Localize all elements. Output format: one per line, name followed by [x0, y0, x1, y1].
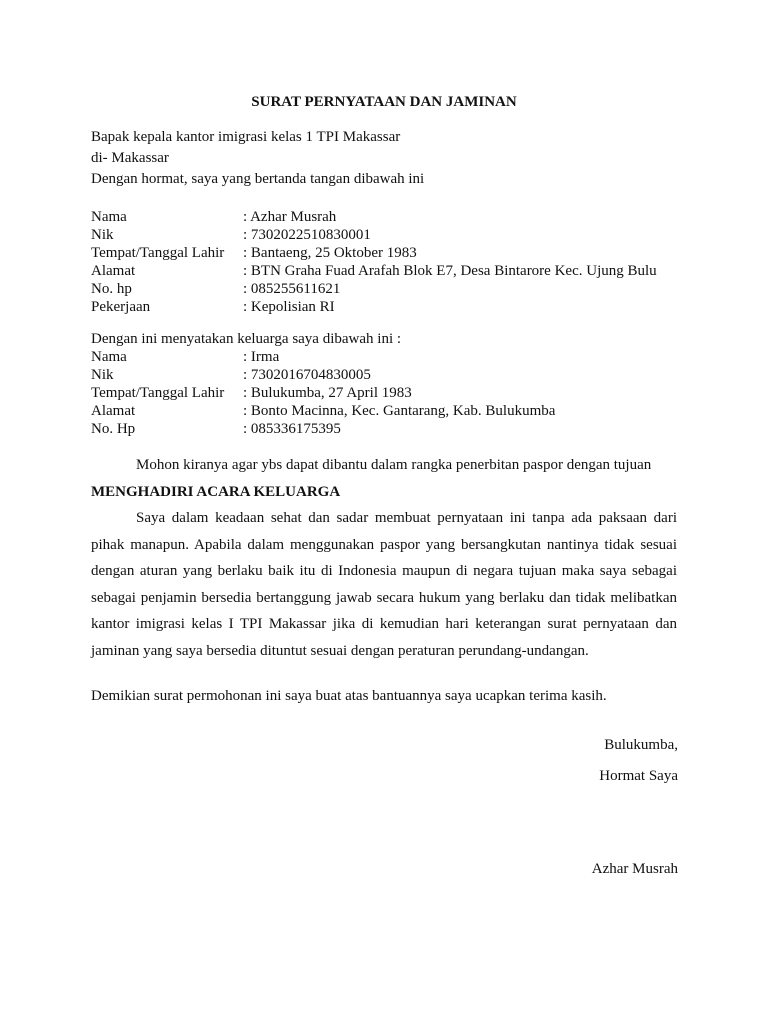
purpose-text: Mohon kiranya agar ybs dapat dibantu dalam rangka penerbitan paspor dengan tujuan — [136, 457, 652, 473]
family-row-nik — [91, 366, 555, 384]
document-title: SURAT PERNYATAAN DAN JAMINAN — [251, 94, 517, 110]
field-label: Alamat — [91, 263, 136, 279]
statement-paragraph: Saya dalam keadaan sehat dan sadar membuat pernyataan ini tanpa ada paksaan dari pihak manapun. Apabila dalam menggunakan paspor yang bersangkutan nantinya tidak sesuai dengan aturan yang berlaku baik itu di Indonesia maupun di negara tujuan maka saya sebagai sebagai penjamin bersedia bertanggung jawab secara hukum yang berlaku dan tidak melibatkan kantor imigrasi kelas I TPI Makassar jika di kemudian hari keterangan surat pernyataan dan jaminan yang saya bersedia dituntut sesuai dengan peraturan perundang-undangan. — [91, 510, 677, 659]
family-details — [91, 330, 555, 438]
family-row-name — [91, 348, 555, 366]
greeting: Dengan hormat, saya yang bertanda tangan dibawah ini — [91, 171, 425, 187]
family-row-phone — [91, 420, 555, 438]
field-value: : Kepolisian RI — [243, 299, 335, 315]
family-row-address — [91, 402, 555, 420]
family-intro: Dengan ini menyatakan keluarga saya dibawah ini : — [91, 331, 402, 347]
field-value: : 7302022510830001 — [243, 227, 371, 243]
recipient-line-1: Bapak kepala kantor imigrasi kelas 1 TPI Makassar — [91, 129, 401, 145]
field-label: Nama — [91, 349, 127, 365]
applicant-row-nik — [91, 226, 657, 244]
field-value: : Bantaeng, 25 Oktober 1983 — [243, 245, 417, 261]
field-value: : 085336175395 — [243, 421, 341, 437]
signatory-name: Azhar Musrah — [591, 861, 678, 877]
applicant-row-birth — [91, 244, 657, 262]
field-label: Pekerjaan — [91, 299, 151, 315]
applicant-row-name — [91, 208, 657, 226]
field-label: Nik — [91, 227, 114, 243]
field-value: : 085255611621 — [243, 281, 341, 297]
family-row-birth — [91, 384, 555, 402]
applicant-row-address — [91, 262, 657, 280]
recipient-block — [91, 127, 424, 190]
field-value: : Bulukumba, 27 April 1983 — [243, 385, 412, 401]
signature-place: Bulukumba, — [604, 737, 678, 753]
closing-sentence: Demikian surat permohonan ini saya buat atas bantuannya saya ucapkan terima kasih. — [91, 688, 607, 704]
applicant-row-occupation — [91, 298, 657, 316]
applicant-row-phone — [91, 280, 657, 298]
purpose-heading: MENGHADIRI ACARA KELUARGA — [91, 484, 341, 500]
field-value: : Irma — [243, 349, 280, 365]
field-label: Alamat — [91, 403, 136, 419]
recipient-line-2: di- Makassar — [91, 150, 169, 166]
field-value: : Azhar Musrah — [243, 209, 337, 225]
field-value: : Bonto Macinna, Kec. Gantarang, Kab. Bulukumba — [243, 403, 556, 419]
signature-regards: Hormat Saya — [599, 768, 678, 784]
field-label: Tempat/Tanggal Lahir — [91, 245, 225, 261]
field-label: Tempat/Tanggal Lahir — [91, 385, 225, 401]
field-value: : 7302016704830005 — [243, 367, 371, 383]
field-label: No. hp — [91, 281, 132, 297]
field-value: : BTN Graha Fuad Arafah Blok E7, Desa Bintarore Kec. Ujung Bulu — [243, 263, 657, 279]
field-label: No. Hp — [91, 421, 136, 437]
field-label: Nik — [91, 367, 114, 383]
applicant-details — [91, 208, 657, 316]
field-label: Nama — [91, 209, 127, 225]
